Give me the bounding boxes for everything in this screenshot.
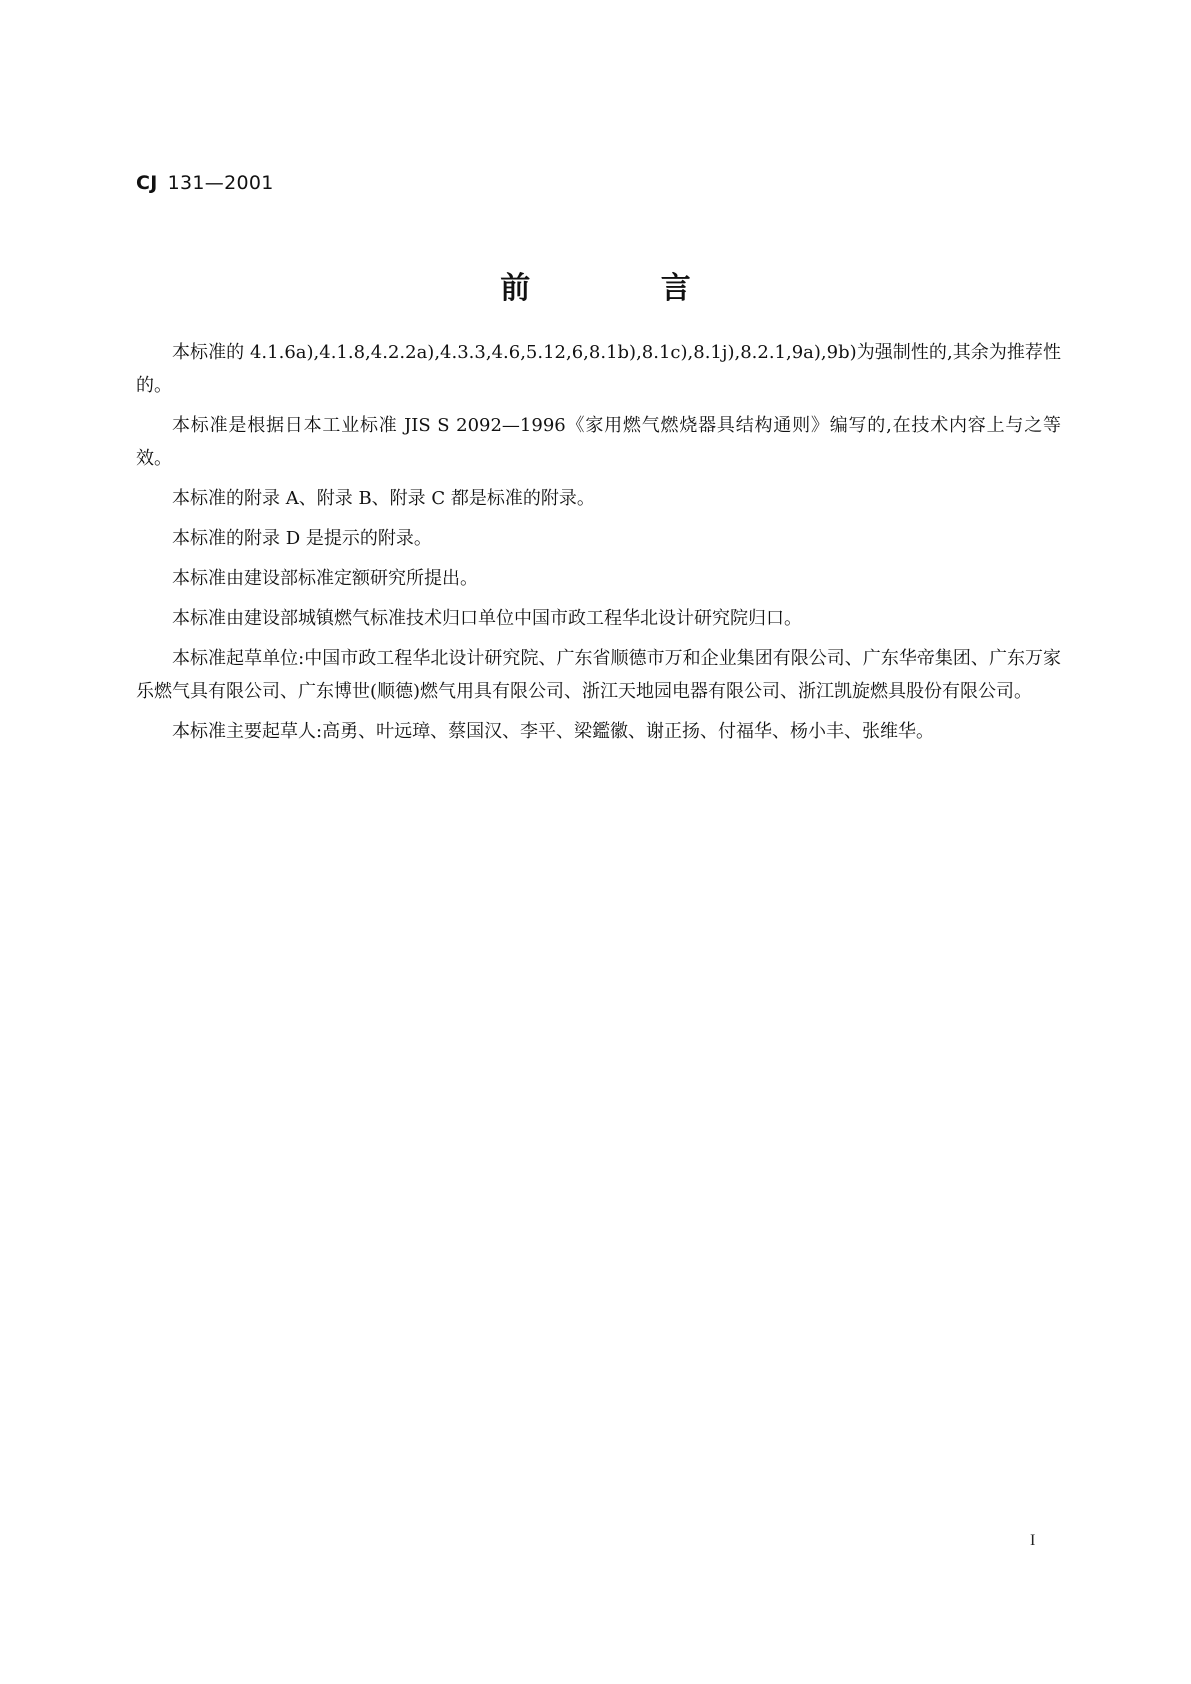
paragraph-drafters: 本标准主要起草人:高勇、叶远璋、蔡国汉、李平、梁鑑徽、谢正扬、付福华、杨小丰、张维华。 <box>172 721 935 742</box>
paragraph-normative-annexes: 本标准的附录 A、附录 B、附录 C 都是标准的附录。 <box>172 488 595 509</box>
preface-body <box>136 336 1061 755</box>
paragraph-informative-annex: 本标准的附录 D 是提示的附录。 <box>172 528 432 549</box>
paragraph-mandatory-clauses: 本标准的 4.1.6a),4.1.8,4.2.2a),4.3.3,4.6,5.12,6,8.1b),8.1c),8.1j),8.2.1,9a),9b)为强制性的,其余为推荐性的。 <box>136 342 1061 396</box>
standard-code <box>136 172 274 194</box>
page-number: I <box>1030 1532 1036 1549</box>
standard-code-number: 131—2001 <box>167 172 274 194</box>
standard-code-prefix: CJ <box>136 172 158 194</box>
page-title: 前 言 <box>500 271 751 306</box>
paragraph-drafting-units: 本标准起草单位:中国市政工程华北设计研究院、广东省顺德市万和企业集团有限公司、广东华帝集团、广东万家乐燃气具有限公司、广东博世(顺德)燃气用具有限公司、浙江天地园电器有限公司、浙江凯旋燃具股份有限公司。 <box>136 648 1061 702</box>
paragraph-proposed-by: 本标准由建设部标准定额研究所提出。 <box>172 568 478 589</box>
paragraph-centralized-by: 本标准由建设部城镇燃气标准技术归口单位中国市政工程华北设计研究院归口。 <box>172 608 802 629</box>
paragraph-basis-standard: 本标准是根据日本工业标准 JIS S 2092—1996《家用燃气燃烧器具结构通则》编写的,在技术内容上与之等效。 <box>136 415 1061 469</box>
